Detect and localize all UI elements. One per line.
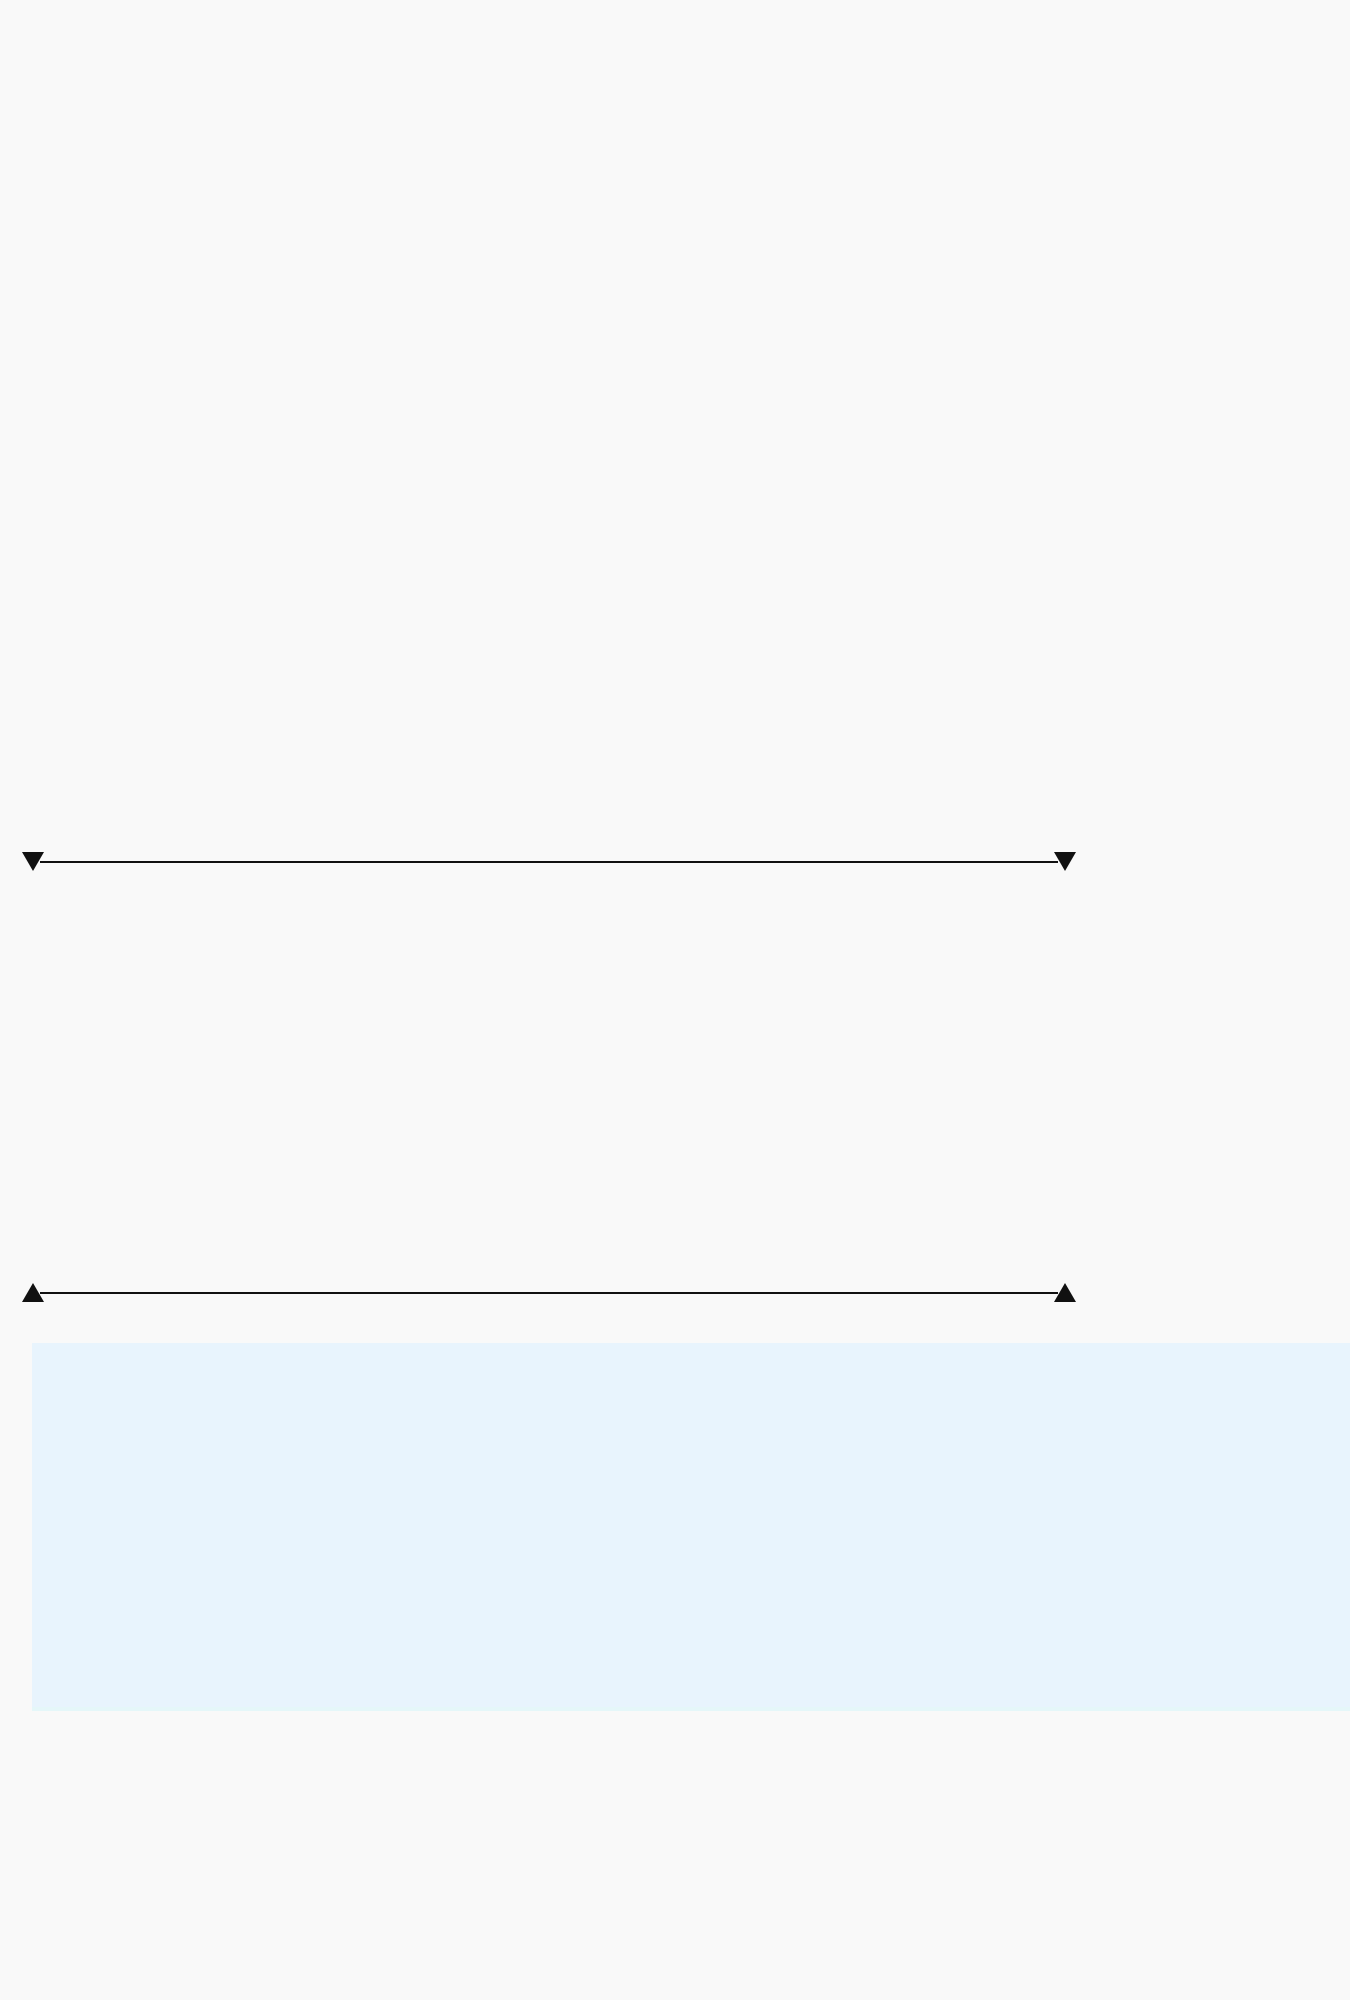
triangle-up-icon bbox=[1054, 1283, 1076, 1302]
section-divider-top bbox=[22, 852, 1076, 872]
section-divider-bottom bbox=[22, 1283, 1076, 1303]
divider-line bbox=[40, 1292, 1058, 1294]
triangle-down-icon bbox=[1054, 852, 1076, 871]
divider-line bbox=[40, 861, 1058, 863]
quoted-replies-box bbox=[32, 1343, 1350, 1711]
post-header bbox=[6, 1760, 31, 1841]
character-profile bbox=[12, 900, 1012, 927]
thread-page bbox=[12, 0, 1350, 2000]
